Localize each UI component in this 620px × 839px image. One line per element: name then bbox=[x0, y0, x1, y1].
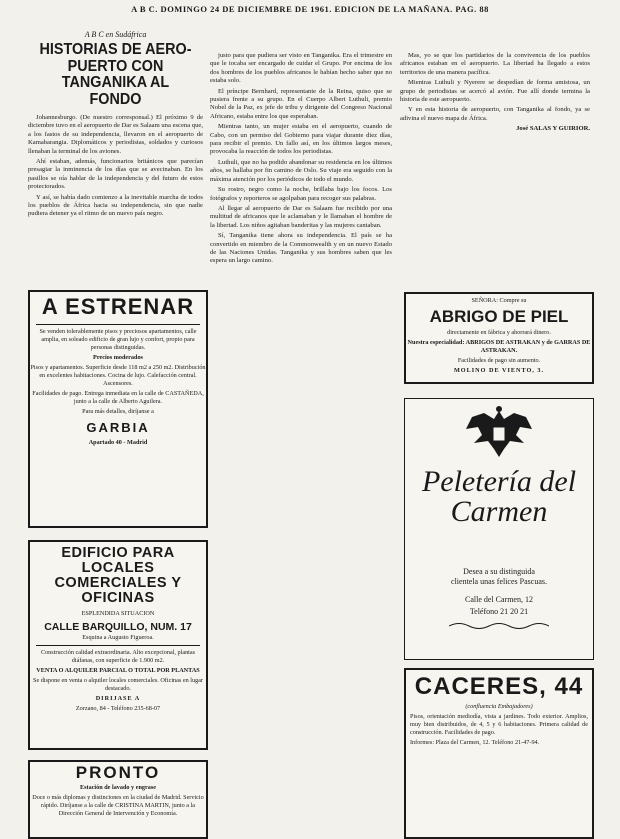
ad-peleteria-del-carmen bbox=[404, 398, 594, 660]
ad-text: Facilidades de pago. Entrega inmediata en la calle de CASTAÑEDA, junto a la calle de Alberto Aguilera. bbox=[32, 390, 204, 405]
ad-text: ESPLENDIDA SITUACION bbox=[81, 610, 155, 617]
divider bbox=[36, 645, 200, 646]
ad-text: Doce o más diplomas y distinciones en la ciudad de Madrid. Servicio rápido. Diríjanse a la calle de CRISTINA MARTIN, junto a la Dirección General de Intervención y Economía. bbox=[32, 794, 204, 817]
ad-title: CACERES, 44 bbox=[414, 673, 584, 700]
article-paragraph: Mientras Luthuli y Nyerere se despedían de forma amistosa, un grupo de periodistas se acercó al avión. Fue allí donde termina la historia de este aeropuerto. bbox=[400, 79, 590, 104]
ad-title: PRONTO bbox=[75, 763, 161, 782]
article-paragraph: Al llegar al aeropuerto de Dar es Salaam fue recibido por una multitud de africanos que le aclamaban y le llamaban el hombre de la libertad. Los niños agitaban banderitas y las mujeres cantaban. bbox=[210, 204, 392, 229]
ad-text: Pisos y apartamentos. Superficie desde 118 m2 a 250 m2. Distribución en excelentes habitaciones. Cocina de lujo. Calefacción central. Ascensores. bbox=[30, 364, 206, 387]
ad-address: Calle del Carmen, 12 bbox=[465, 595, 533, 604]
ad-brand: Peletería del Carmen bbox=[421, 465, 577, 528]
ad-subtitle: Estación de lavado y engrase bbox=[80, 784, 156, 791]
article-paragraph: Luthuli, que no ha podido abandonar su residencia en los últimos años, se hallaba por fin camino de Oslo. Su viaje era seguido con la máxima atención por los periódicos de todo el mundo. bbox=[210, 158, 392, 183]
ad-text: Precios moderados bbox=[93, 354, 143, 361]
ad-street: CALLE BARQUILLO, NUM. 17 bbox=[44, 621, 192, 633]
ad-title: A ESTRENAR bbox=[41, 294, 195, 319]
article-paragraph: Mas, yo se que los partidarios de la convivencia de los pueblos africanos estaban en el aeropuerto. La libertad ha llegado a estos territorios de una manera pacífica. bbox=[400, 52, 590, 76]
article-paragraph: justo para que pudiera ser visto en Tanganika. Era el trimestre en que le tocaba ser encargado de cuidar el Grupo. Por encima de los dos hombres de los pueblos africanos le habían hecho saber que no estaba solo. bbox=[210, 52, 392, 85]
article-paragraph: Su rostro, negro como la noche, brillaba bajo los focos. Los fotógrafos y reporteros se agolpaban para recoger sus palabras. bbox=[210, 186, 392, 202]
ad-caceres-44 bbox=[404, 668, 594, 839]
ornament-icon bbox=[449, 621, 549, 631]
ad-contact: DIRIJASE A bbox=[95, 695, 141, 702]
article-paragraph: Y así, se había dado comienzo a la inevitable marcha de todos los pueblos de África hacia su independencia, sin que nadie pudiera detener ya el ritmo de un nuevo país negro. bbox=[28, 193, 203, 218]
article-signature: José SALAS Y GUIRIOR. bbox=[516, 125, 590, 133]
ad-phone: Teléfono 21 20 21 bbox=[469, 607, 529, 616]
ad-heading: SEÑORA: Compre su bbox=[471, 297, 527, 304]
article-column-3 bbox=[400, 52, 590, 282]
ad-text: directamente en fábrica y ahorrará dinero. bbox=[447, 329, 551, 336]
ad-text: Se dispone en venta o alquiler locales comerciales. Oficinas en lugar destacado. bbox=[33, 677, 203, 692]
article-column-1 bbox=[28, 30, 203, 285]
ad-text: Para más detalles, diríjanse a bbox=[82, 408, 154, 415]
ad-pronto bbox=[28, 760, 208, 839]
eagle-crest-icon bbox=[464, 405, 534, 463]
ad-text: Construcción calidad extraordinaria. Alto excepcional, plantas diáfanas, con superficie de 1.900 m2. bbox=[40, 649, 196, 664]
page-header: A B C. DOMINGO 24 DE DICIEMBRE DE 1961. EDICION DE LA MAÑANA. PAG. 88 bbox=[131, 4, 489, 14]
ad-footer: Zorzano, 84 - Teléfono 235-68-07 bbox=[75, 705, 161, 712]
article-paragraph: Johannesburgo. (De nuestro corresponsal.) El próximo 9 de diciembre tuvo en el aeropuerto de Dar es Salaam una escena que, a los fastos de su independencia, llevaron en el aeropuerto de Kamabarangia. Diplomáticos y periodistas, soldados y curiosos llenaban la terminal de los aviones. bbox=[28, 114, 203, 155]
ad-title: EDIFICIO PARA LOCALES COMERCIALES Y OFICINAS bbox=[54, 545, 182, 606]
ad-edificio bbox=[28, 540, 208, 750]
ad-text: Informes: Plaza del Carmen, 12. Teléfono 21-47-94. bbox=[410, 739, 540, 746]
article-kicker: A B C en Sudáfrica bbox=[84, 30, 147, 39]
ad-title: ABRIGO DE PIEL bbox=[429, 307, 569, 326]
article-column-2 bbox=[210, 52, 392, 835]
article-paragraph: Y en esta historia de aeropuerto, con Tanganika al fondo, ya se adivina el nuevo mapa de África. bbox=[400, 106, 590, 122]
ad-a-estrenar bbox=[28, 290, 208, 528]
ad-address: Apartado 40 - Madrid bbox=[88, 439, 148, 446]
ad-contact: GARBIA bbox=[86, 420, 150, 435]
article-paragraph: Ahí estaban, además, funcionarios británicos que parecían presagiar la inminencia de los días que se avecinaban. En los pasillos se oía hablar de la independencia y del futuro de estos protectorados. bbox=[28, 158, 203, 191]
article-paragraph: El príncipe Bernhard, representante de la Reina, quiso que se pusiera frente a su grupo. En el Cuerpo Albert Luthuli, premio Nobel de la Paz, ex jefe de tribu y dirigente del Congreso Nacional Africano, estaba entre los que esperaban. bbox=[210, 87, 392, 120]
article-paragraph: Sí, Tanganika tiene ahora su independencia. El país se ha convertido en miembro de la Commonwealth y en un nuevo Estado de las Naciones Unidas. Tanganika y sus hombres saben que les espera un largo camino. bbox=[210, 232, 392, 265]
ad-address: MOLINO DE VIENTO, 3. bbox=[453, 367, 545, 374]
divider bbox=[36, 324, 200, 325]
ad-text: Se venden tolerablemente pisos y preciosos apartamentos, calle amplia, en soleado edificio de gran lujo y confort, propio para personas distinguidas. bbox=[39, 328, 197, 351]
ad-text: VENTA O ALQUILER PARCIAL O TOTAL POR PLANTAS bbox=[36, 667, 200, 674]
ad-text: Nuestra especialidad: ABRIGOS DE ASTRAKAN y de GARRAS DE ASTRAKAN. bbox=[407, 339, 591, 354]
ad-abrigo-de-piel bbox=[404, 292, 594, 384]
article-headline: HISTORIAS DE AERO-PUERTO CON TANGANIKA AL FONDO bbox=[39, 41, 192, 108]
ad-subtitle: (confluencia Embajadores) bbox=[465, 703, 533, 710]
ad-text: Desea a su distinguida clientela unas felices Pascuas. bbox=[451, 567, 547, 586]
ad-text: Esquina a Augusto Figueroa. bbox=[82, 634, 154, 641]
ad-text: Facilidades de pago sin aumento. bbox=[457, 357, 541, 364]
article-paragraph: Mientras tanto, un mujer estaba en el aeropuerto, cuando de Cabo, con un permiso del Gobierno para viajar durante diez días, para recibir el premio. Un fallo así, en los últimos largos meses, provocaba la reacción de todos los periodistas. bbox=[210, 123, 392, 156]
ad-text: Pisos, orientación mediodía, vista a jardines. Todo exterior. Amplios, muy bien distribuidos, de 4, 5 y 6 habitaciones. Primera calidad de construcción. Facilidades de pago. bbox=[410, 713, 588, 736]
